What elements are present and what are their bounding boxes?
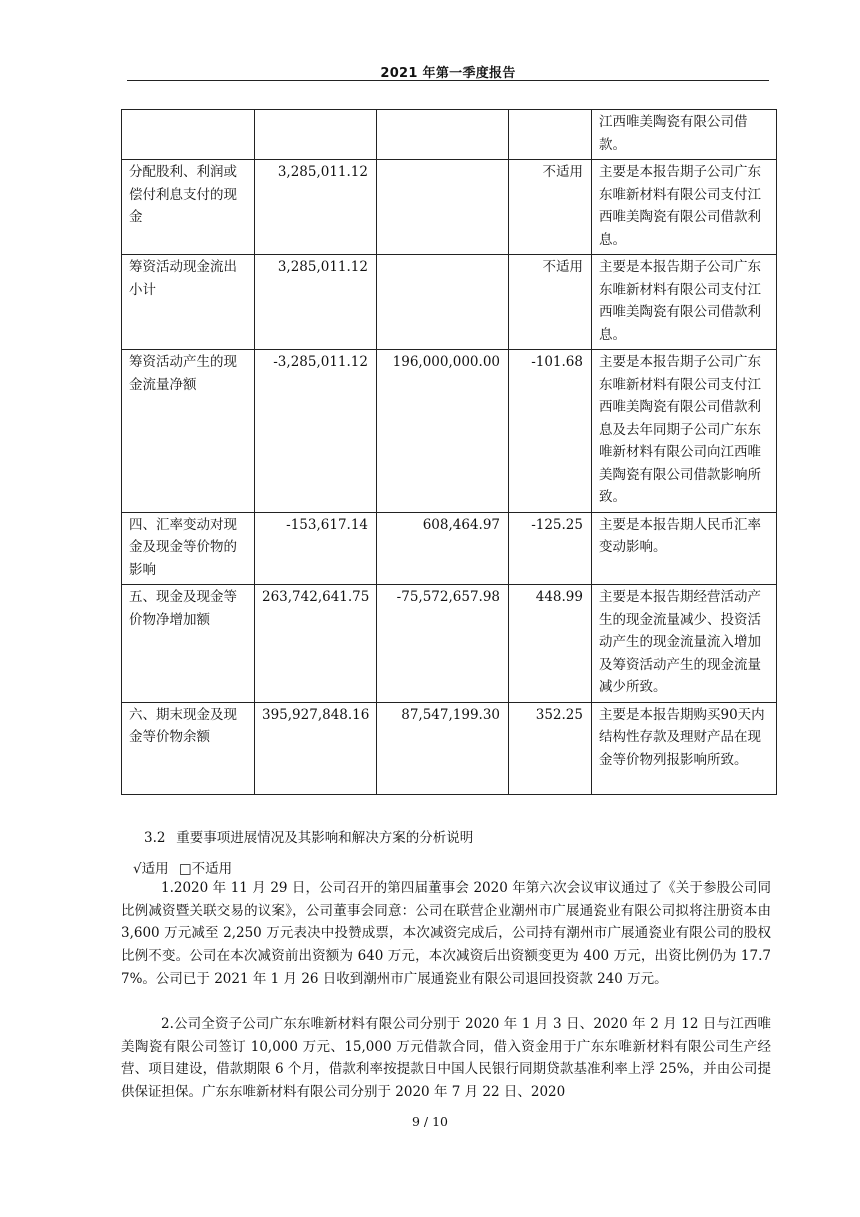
cash-flow-table <box>121 109 777 795</box>
header-divider <box>127 80 769 81</box>
current-value-cell: 3,285,011.12 <box>255 160 377 255</box>
applicability-options <box>133 857 232 877</box>
table-row <box>122 110 777 160</box>
prior-value-cell <box>377 160 509 255</box>
prior-value-cell <box>377 255 509 350</box>
item-cell: 四、汇率变动对现金及现金等价物的影响 <box>122 512 255 585</box>
item-cell: 筹资活动现金流出小计 <box>122 255 255 350</box>
change-cell: 448.99 <box>509 585 592 703</box>
prior-value-cell: 608,464.97 <box>377 512 509 585</box>
prior-value-cell <box>377 110 509 160</box>
current-value-cell: 395,927,848.16 <box>255 702 377 794</box>
page-header-title: 2021 年第一季度报告 <box>380 66 516 81</box>
table-row <box>122 702 777 794</box>
change-cell: 不适用 <box>509 160 592 255</box>
table-row <box>122 350 777 513</box>
prior-value-cell: -75,572,657.98 <box>377 585 509 703</box>
table-row <box>122 585 777 703</box>
current-value-cell <box>255 110 377 160</box>
item-cell: 六、期末现金及现金等价物余额 <box>122 702 255 794</box>
section-number: 3.2 <box>144 830 166 846</box>
prior-value-cell: 87,547,199.30 <box>377 702 509 794</box>
reason-cell: 主要是本报告期子公司广东东唯新材料有限公司支付江西唯美陶瓷有限公司借款利息。 <box>592 255 777 350</box>
paragraph-capital-reduction: 1.2020 年 11 月 29 日，公司召开的第四届董事会 2020 年第六次会议审议通过了《关于参股公司同比例减资暨关联交易的议案》，公司董事会同意：公司在联营企业潮州市广展通瓷业有限公司拟将注册资本由 3,600 万元减至 2,250 万元表决中投赞成票，本次减资完成后，公司持有潮州市广展通瓷业有限公司的股权比例不变。公司在本次减资前出资额为 640 万元，本次减资后出资额变更为 400 万元，出资比例仍为 17.77%。公司已于 2021 年 1 月 26 日收到潮州市广展通瓷业有限公司退回投资款 240 万元。 <box>121 880 771 987</box>
item-cell: 五、现金及现金等价物净增加额 <box>122 585 255 703</box>
item-cell: 分配股利、利润或偿付利息支付的现金 <box>122 160 255 255</box>
table-row <box>122 255 777 350</box>
not-applicable-checkbox: □不适用 <box>178 861 233 877</box>
page-number: 9 / 10 <box>411 1114 449 1129</box>
applicable-checkbox: √适用 <box>133 861 169 877</box>
section-title: 重要事项进展情况及其影响和解决方案的分析说明 <box>176 830 474 846</box>
section-heading <box>144 826 473 846</box>
reason-cell: 主要是本报告期购买90天内结构性存款及理财产品在现金等价物列报影响所致。 <box>592 702 777 794</box>
reason-cell: 江西唯美陶瓷有限公司借款。 <box>592 110 777 160</box>
prior-value-cell: 196,000,000.00 <box>377 350 509 513</box>
current-value-cell: 3,285,011.12 <box>255 255 377 350</box>
item-cell: 筹资活动产生的现金流量净额 <box>122 350 255 513</box>
item-cell <box>122 110 255 160</box>
change-cell: -125.25 <box>509 512 592 585</box>
current-value-cell: 263,742,641.75 <box>255 585 377 703</box>
table-row <box>122 512 777 585</box>
current-value-cell: -153,617.14 <box>255 512 377 585</box>
change-cell: -101.68 <box>509 350 592 513</box>
reason-cell: 主要是本报告期子公司广东东唯新材料有限公司支付江西唯美陶瓷有限公司借款利息及去年同期子公司广东东唯新材料有限公司向江西唯美陶瓷有限公司借款影响所致。 <box>592 350 777 513</box>
reason-cell: 主要是本报告期人民币汇率变动影响。 <box>592 512 777 585</box>
reason-cell: 主要是本报告期经营活动产生的现金流量减少、投资活动产生的现金流量流入增加及筹资活动产生的现金流量减少所致。 <box>592 585 777 703</box>
reason-cell: 主要是本报告期子公司广东东唯新材料有限公司支付江西唯美陶瓷有限公司借款利息。 <box>592 160 777 255</box>
paragraph-loan-agreement: 2.公司全资子公司广东东唯新材料有限公司分别于 2020 年 1 月 3 日、2020 年 2 月 12 日与江西唯美陶瓷有限公司签订 10,000 万元、15,000 万元借款合同，借入资金用于广东东唯新材料有限公司生产经营、项目建设，借款期限 6 个月，借款利率按提款日中国人民银行同期贷款基准利率上浮 25%，并由公司提供保证担保。广东东唯新材料有限公司分别于 2020 年 7 月 22 日、2020 <box>121 1016 771 1101</box>
change-cell <box>509 110 592 160</box>
change-cell: 不适用 <box>509 255 592 350</box>
current-value-cell: -3,285,011.12 <box>255 350 377 513</box>
table-row <box>122 160 777 255</box>
change-cell: 352.25 <box>509 702 592 794</box>
